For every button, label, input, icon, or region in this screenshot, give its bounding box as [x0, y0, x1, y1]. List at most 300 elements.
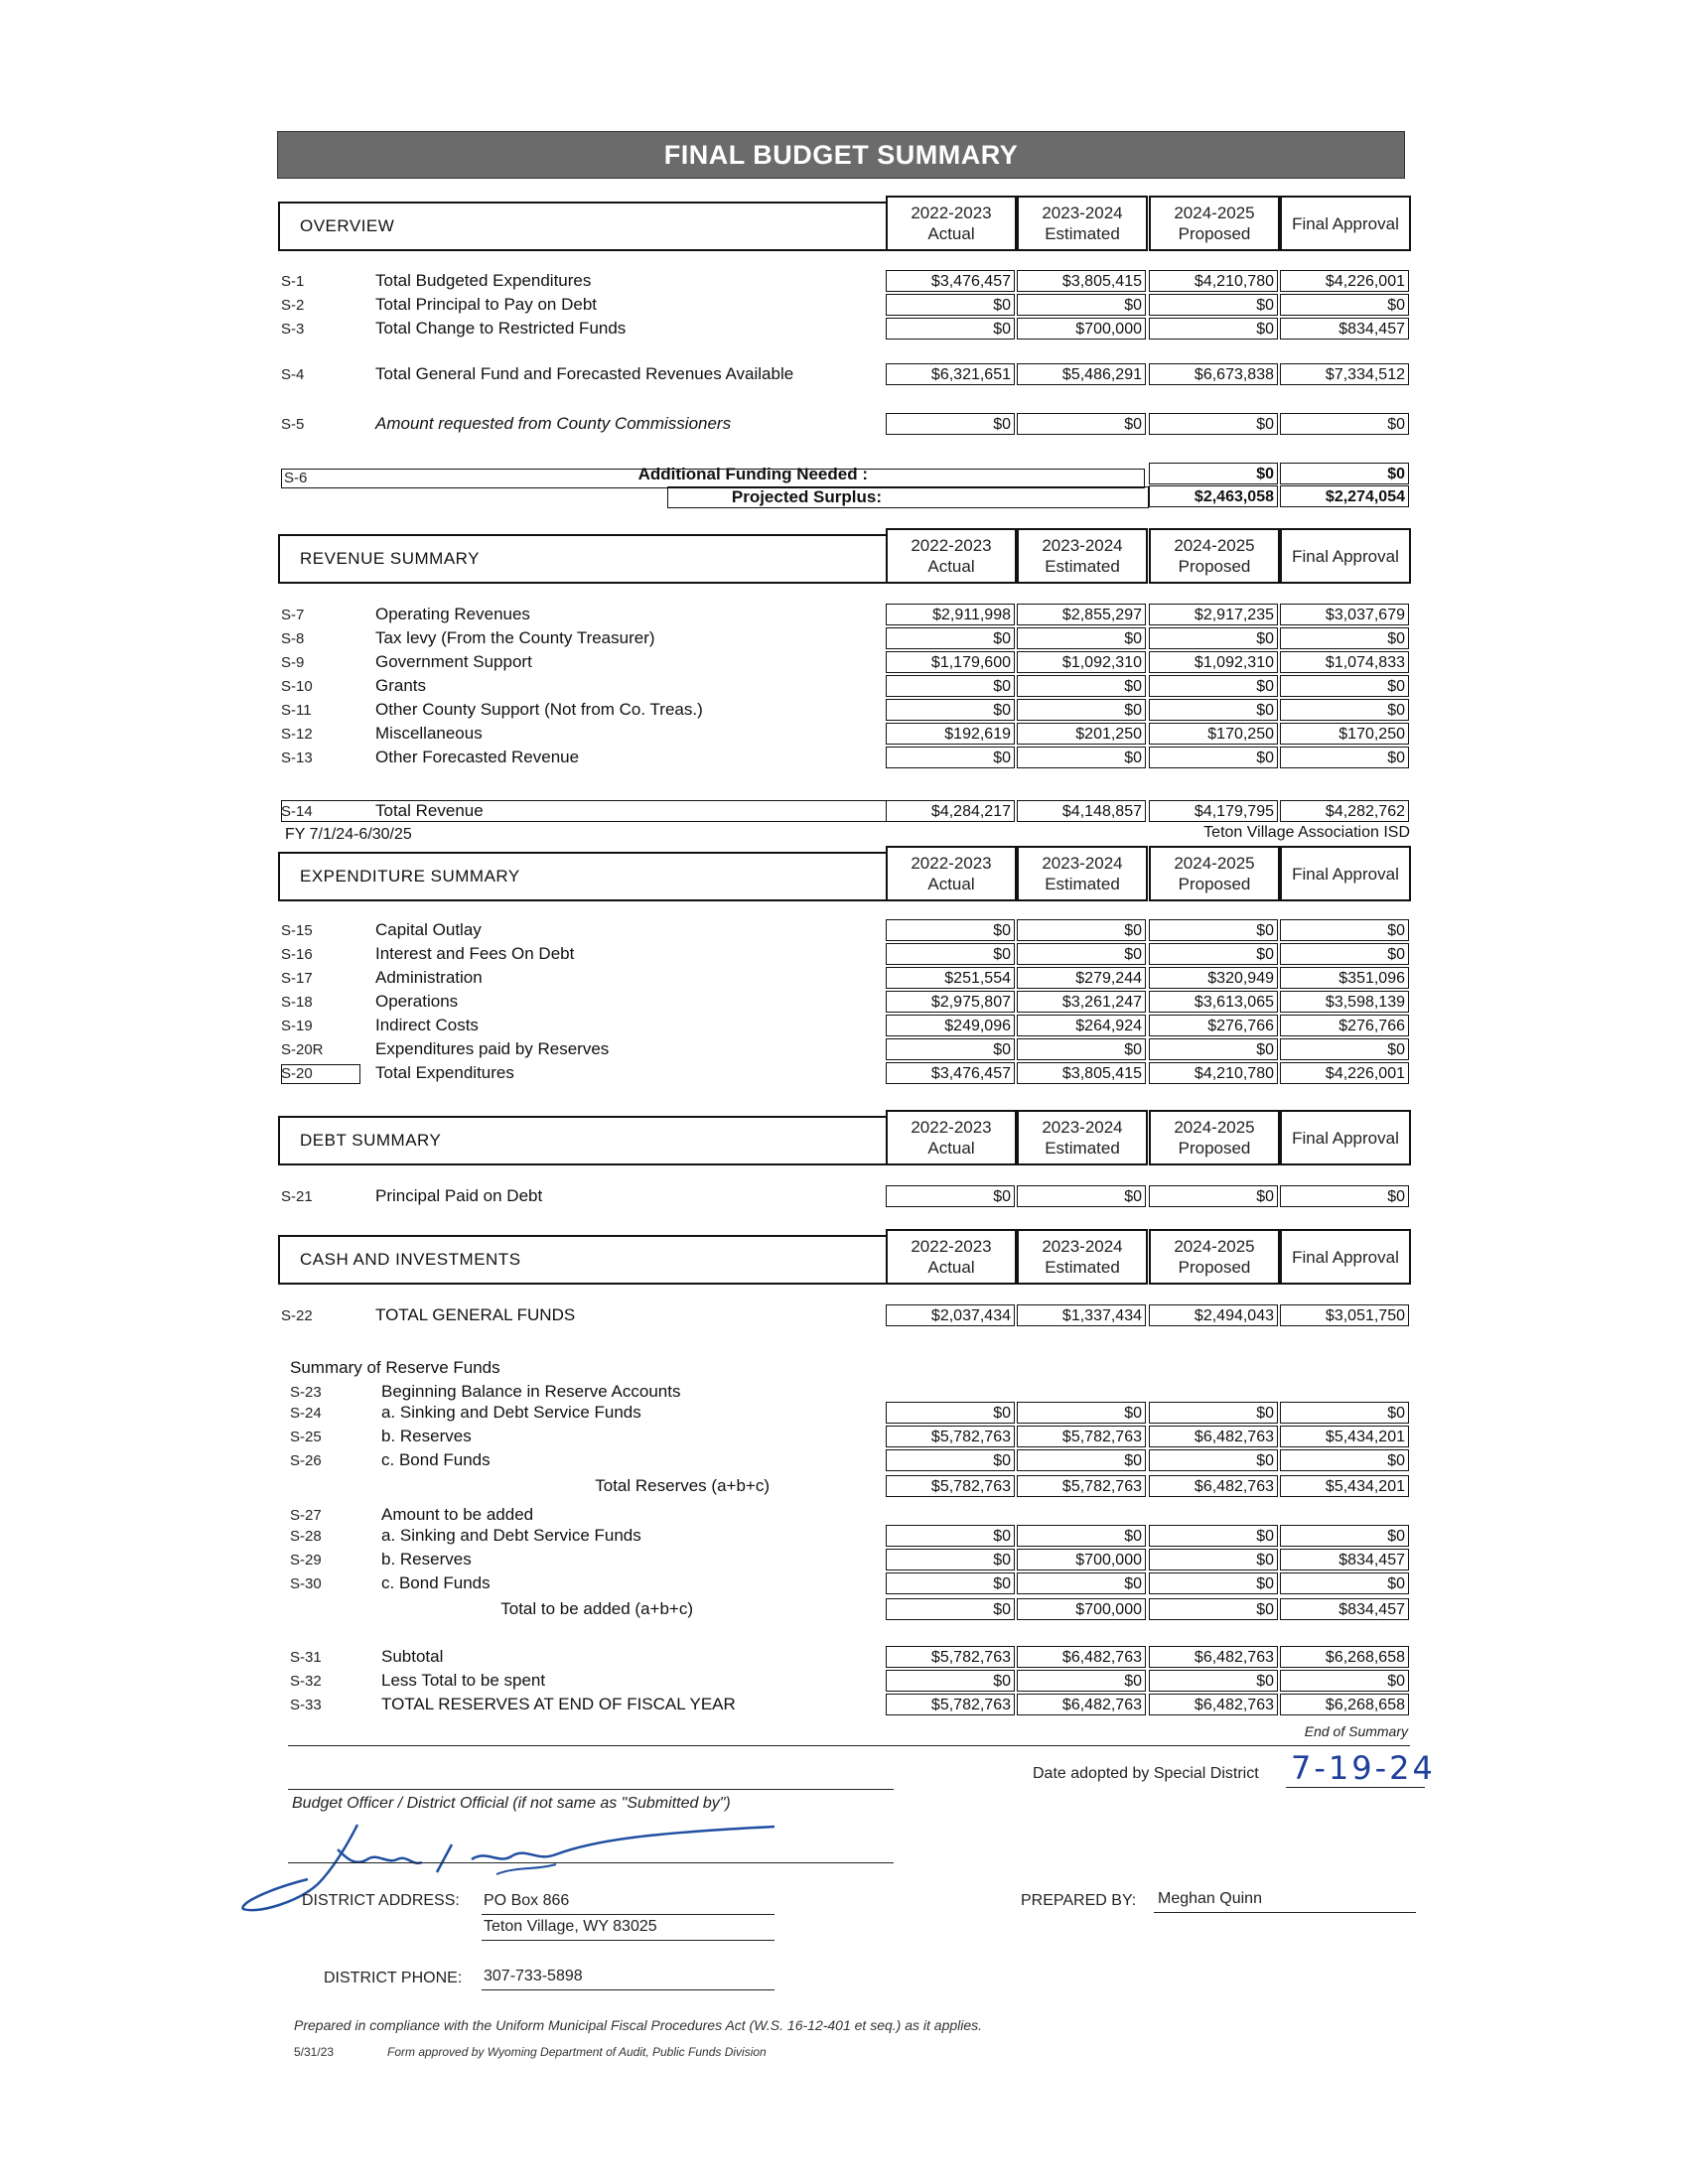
value-cell: $0 [886, 1185, 1015, 1207]
row-code: S-5 [281, 416, 305, 433]
value-cell: $0 [886, 1525, 1015, 1547]
value-cell: $0 [1280, 699, 1409, 721]
row-code: S-30 [290, 1575, 322, 1592]
value-cell: $6,673,838 [1149, 363, 1278, 385]
row-label: TOTAL RESERVES AT END OF FISCAL YEAR [381, 1695, 736, 1713]
value-cell: $2,037,434 [886, 1304, 1015, 1326]
phone-rule [482, 1989, 774, 1990]
col-header-bottom: Estimated [1045, 557, 1120, 576]
value-cell: $834,457 [1280, 318, 1409, 340]
fiscal-year: FY 7/1/24-6/30/25 [285, 826, 412, 843]
expenditure-section-col-header-0 [886, 846, 1017, 901]
value-cell: $0 [1017, 294, 1146, 316]
row-code: S-13 [281, 750, 313, 766]
row-code: S-15 [281, 922, 313, 939]
revenue-section-col-header-3 [1280, 528, 1411, 584]
value-cell: $251,554 [886, 967, 1015, 989]
cash-section-box [278, 1235, 888, 1285]
col-header-top: 2024-2025 [1174, 854, 1255, 873]
value-cell: $0 [1280, 943, 1409, 965]
row-code: S-16 [281, 946, 313, 963]
row-code: S-21 [281, 1188, 313, 1205]
address-line1: PO Box 866 [484, 1892, 570, 1909]
value-cell: $3,037,679 [1280, 604, 1409, 625]
row-label: Other County Support (Not from Co. Treas.) [375, 700, 703, 719]
debt-section-col-header-1 [1017, 1110, 1148, 1165]
col-header-top: 2023-2024 [1042, 854, 1123, 873]
value-cell: $0 [1149, 294, 1278, 316]
row-label: a. Sinking and Debt Service Funds [381, 1526, 641, 1545]
value-cell: $0 [1280, 1572, 1409, 1594]
value-cell: $0 [1017, 1402, 1146, 1424]
compliance-note: Prepared in compliance with the Uniform Municipal Fiscal Procedures Act (W.S. 16-12-401 et seq.) as it applies. [294, 2017, 983, 2033]
value-cell: $2,917,235 [1149, 604, 1278, 625]
value-cell: $0 [886, 1572, 1015, 1594]
prepared-by-rule [1154, 1912, 1416, 1913]
address-line2: Teton Village, WY 83025 [484, 1918, 657, 1935]
district-name: Teton Village Association ISD [1203, 824, 1410, 841]
row-label: Less Total to be spent [381, 1671, 546, 1690]
value-cell: $0 [1280, 294, 1409, 316]
value-cell: $0 [886, 1402, 1015, 1424]
value-cell: $6,482,763 [1017, 1694, 1146, 1715]
form-date: 5/31/23 [294, 2045, 335, 2059]
expenditure-section-col-header-3 [1280, 846, 1411, 901]
value-cell: $834,457 [1280, 1598, 1409, 1620]
value-cell: $170,250 [1149, 723, 1278, 745]
row-label: a. Sinking and Debt Service Funds [381, 1403, 641, 1422]
value-cell: $0 [886, 318, 1015, 340]
value-cell: $6,482,763 [1149, 1646, 1278, 1668]
cash-section-col-header-2 [1149, 1229, 1280, 1285]
value-cell: $6,482,763 [1017, 1646, 1146, 1668]
value-cell: $0 [1149, 1598, 1278, 1620]
value-cell: $170,250 [1280, 723, 1409, 745]
value-cell: $0 [1017, 1185, 1146, 1207]
value-cell: $249,096 [886, 1015, 1015, 1036]
value-cell: $3,613,065 [1149, 991, 1278, 1013]
value-cell: $700,000 [1017, 318, 1146, 340]
s23-label: Beginning Balance in Reserve Accounts [381, 1382, 681, 1401]
row-code: S-1 [281, 273, 305, 290]
overview-section-box [278, 202, 888, 251]
row-code: S-17 [281, 970, 313, 987]
revenue-section-col-header-0 [886, 528, 1017, 584]
value-cell: $0 [1280, 1402, 1409, 1424]
end-of-summary-rule [288, 1745, 1410, 1746]
row-code: S-12 [281, 726, 313, 743]
value-cell: $5,434,201 [1280, 1426, 1409, 1447]
value-cell: $0 [1017, 413, 1146, 435]
debt-section-col-header-3 [1280, 1110, 1411, 1165]
value-cell: $0 [886, 1670, 1015, 1692]
value-cell: $0 [1280, 1670, 1409, 1692]
row-code: S-26 [290, 1452, 322, 1469]
value-cell: $700,000 [1017, 1598, 1146, 1620]
row-label: Total Principal to Pay on Debt [375, 295, 598, 314]
row-label: Total Change to Restricted Funds [375, 319, 627, 338]
value-cell: $0 [886, 413, 1015, 435]
cash-section-col-header-1 [1017, 1229, 1148, 1285]
revenue-section-label: REVENUE SUMMARY [300, 549, 480, 568]
value-cell: $2,911,998 [886, 604, 1015, 625]
debt-section-col-header-2 [1149, 1110, 1280, 1165]
value-cell: $264,924 [1017, 1015, 1146, 1036]
value-cell: $0 [886, 1038, 1015, 1060]
value-cell: $6,482,763 [1149, 1475, 1278, 1497]
row-label: Expenditures paid by Reserves [375, 1039, 610, 1058]
row-label: Indirect Costs [375, 1016, 479, 1034]
row-label: Administration [375, 968, 483, 987]
value-cell: $0 [1280, 919, 1409, 941]
value-cell: $0 [1280, 675, 1409, 697]
projected-surplus-label: Projected Surplus: [731, 487, 882, 506]
value-cell: $3,805,415 [1017, 270, 1146, 292]
value-cell: $0 [1280, 1185, 1409, 1207]
value-cell: $0 [1149, 699, 1278, 721]
value-cell: $276,766 [1280, 1015, 1409, 1036]
row-label: Capital Outlay [375, 920, 482, 939]
row-label: Total General Fund and Forecasted Revenues Available [375, 364, 794, 383]
reserves-heading: Summary of Reserve Funds [290, 1358, 500, 1377]
value-cell: $0 [1149, 919, 1278, 941]
expenditure-section-col-header-2 [1149, 846, 1280, 901]
form-approved-note: Form approved by Wyoming Department of Audit, Public Funds Division [387, 2045, 767, 2059]
row-label: c. Bond Funds [381, 1450, 491, 1469]
value-cell: $0 [886, 675, 1015, 697]
value-cell: $0 [1280, 1525, 1409, 1547]
row-label: Total to be added (a+b+c) [500, 1599, 693, 1618]
cash-section-col-header-3 [1280, 1229, 1411, 1285]
value-cell: $0 [1149, 1038, 1278, 1060]
value-cell: $279,244 [1017, 967, 1146, 989]
col-header-bottom: Proposed [1178, 1258, 1251, 1277]
revenue-section-col-header-2 [1149, 528, 1280, 584]
end-of-summary: End of Summary [1304, 1723, 1408, 1739]
expenditure-section-label: EXPENDITURE SUMMARY [300, 867, 520, 886]
row-label: Total Revenue [375, 801, 484, 820]
value-cell: $3,261,247 [1017, 991, 1146, 1013]
value-cell: $5,782,763 [886, 1646, 1015, 1668]
col-header-bottom: Actual [927, 1139, 975, 1158]
projected-surplus-final: $2,274,054 [1280, 485, 1409, 507]
value-cell: $6,321,651 [886, 363, 1015, 385]
col-header-top: 2023-2024 [1042, 536, 1123, 555]
value-cell: $0 [1017, 747, 1146, 768]
row-label: Operating Revenues [375, 605, 530, 623]
prepared-by-label: PREPARED BY: [1021, 1892, 1137, 1909]
value-cell: $0 [1280, 413, 1409, 435]
revenue-section-col-header-1 [1017, 528, 1148, 584]
value-cell: $0 [1017, 1449, 1146, 1471]
value-cell: $276,766 [1149, 1015, 1278, 1036]
address-line2-rule [482, 1940, 774, 1941]
col-header-bottom: Estimated [1045, 1139, 1120, 1158]
signature-line [288, 1862, 894, 1863]
expenditure-section-box [278, 852, 888, 901]
row-code: S-18 [281, 994, 313, 1011]
address-label: DISTRICT ADDRESS: [302, 1892, 460, 1909]
total-revenue-box [281, 800, 887, 822]
value-cell: $1,074,833 [1280, 651, 1409, 673]
row-code: S-10 [281, 678, 313, 695]
row-code: S-20R [281, 1041, 324, 1058]
value-cell: $6,482,763 [1149, 1694, 1278, 1715]
overview-section-col-header-2 [1149, 196, 1280, 251]
value-cell: $0 [1017, 1525, 1146, 1547]
row-code: S-2 [281, 297, 305, 314]
row-label: b. Reserves [381, 1550, 472, 1569]
col-header-top: Final Approval [1292, 864, 1399, 884]
col-header-top: 2023-2024 [1042, 204, 1123, 222]
value-cell: $0 [1280, 627, 1409, 649]
value-cell: $2,975,807 [886, 991, 1015, 1013]
row-code: S-32 [290, 1673, 322, 1690]
row-label: Total Budgeted Expenditures [375, 271, 592, 290]
value-cell: $0 [1017, 699, 1146, 721]
value-cell: $0 [1149, 318, 1278, 340]
col-header-top: 2024-2025 [1174, 1237, 1255, 1256]
row-code: S-33 [290, 1697, 322, 1713]
col-header-bottom: Estimated [1045, 1258, 1120, 1277]
s6-code: S-6 [281, 469, 1145, 488]
col-header-bottom: Proposed [1178, 224, 1251, 243]
value-cell: $0 [886, 919, 1015, 941]
value-cell: $0 [1017, 919, 1146, 941]
s20-code-box [281, 1064, 360, 1084]
value-cell: $0 [1017, 675, 1146, 697]
expenditure-section-col-header-1 [1017, 846, 1148, 901]
value-cell: $0 [886, 747, 1015, 768]
value-cell: $834,457 [1280, 1549, 1409, 1570]
col-header-top: 2024-2025 [1174, 1118, 1255, 1137]
cash-section-col-header-0 [886, 1229, 1017, 1285]
value-cell: $4,284,217 [886, 800, 1015, 822]
value-cell: $0 [1149, 1402, 1278, 1424]
value-cell: $0 [886, 627, 1015, 649]
overview-section-col-header-1 [1017, 196, 1148, 251]
col-header-top: 2022-2023 [911, 854, 992, 873]
value-cell: $4,148,857 [1017, 800, 1146, 822]
value-cell: $5,434,201 [1280, 1475, 1409, 1497]
row-code: S-31 [290, 1649, 322, 1666]
value-cell: $3,805,415 [1017, 1062, 1146, 1084]
row-code: S-8 [281, 630, 305, 647]
value-cell: $201,250 [1017, 723, 1146, 745]
value-cell: $320,949 [1149, 967, 1278, 989]
row-code: S-3 [281, 321, 305, 338]
col-header-top: 2022-2023 [911, 536, 992, 555]
row-label: Tax levy (From the County Treasurer) [375, 628, 655, 647]
col-header-bottom: Actual [927, 875, 975, 893]
row-code: S-28 [290, 1528, 322, 1545]
value-cell: $2,855,297 [1017, 604, 1146, 625]
value-cell: $3,476,457 [886, 1062, 1015, 1084]
col-header-top: 2024-2025 [1174, 536, 1255, 555]
value-cell: $351,096 [1280, 967, 1409, 989]
value-cell: $0 [886, 699, 1015, 721]
value-cell: $5,486,291 [1017, 363, 1146, 385]
additional-funding-final: $0 [1280, 463, 1409, 484]
value-cell: $0 [886, 943, 1015, 965]
row-code: S-25 [290, 1429, 322, 1445]
address-line1-rule [482, 1914, 774, 1915]
row-code: S-11 [281, 702, 312, 719]
value-cell: $0 [1149, 943, 1278, 965]
row-label: c. Bond Funds [381, 1573, 491, 1592]
col-header-bottom: Proposed [1178, 1139, 1251, 1158]
overview-section-col-header-0 [886, 196, 1017, 251]
row-code: S-22 [281, 1307, 313, 1324]
value-cell: $0 [886, 1449, 1015, 1471]
cash-section-label: CASH AND INVESTMENTS [300, 1250, 521, 1269]
row-code: S-20 [281, 1065, 313, 1082]
value-cell: $5,782,763 [886, 1475, 1015, 1497]
value-cell: $0 [886, 1598, 1015, 1620]
value-cell: $6,268,658 [1280, 1646, 1409, 1668]
s27-code: S-27 [290, 1507, 322, 1524]
row-code: S-19 [281, 1018, 313, 1034]
value-cell: $1,337,434 [1017, 1304, 1146, 1326]
col-header-top: Final Approval [1292, 1247, 1399, 1267]
value-cell: $0 [1280, 1038, 1409, 1060]
value-cell: $5,782,763 [886, 1694, 1015, 1715]
date-adopted-line [1286, 1787, 1425, 1788]
value-cell: $192,619 [886, 723, 1015, 745]
row-label: Amount requested from County Commissioners [375, 414, 732, 433]
revenue-section-box [278, 534, 888, 584]
value-cell: $0 [1280, 747, 1409, 768]
value-cell: $4,210,780 [1149, 1062, 1278, 1084]
prepared-by-value: Meghan Quinn [1158, 1890, 1262, 1907]
value-cell: $0 [1149, 627, 1278, 649]
value-cell: $0 [1149, 747, 1278, 768]
value-cell: $5,782,763 [886, 1426, 1015, 1447]
value-cell: $0 [1149, 1525, 1278, 1547]
value-cell: $0 [1149, 675, 1278, 697]
col-header-top: 2022-2023 [911, 204, 992, 222]
value-cell: $3,598,139 [1280, 991, 1409, 1013]
row-code: S-29 [290, 1552, 322, 1569]
value-cell: $5,782,763 [1017, 1426, 1146, 1447]
row-label: Miscellaneous [375, 724, 483, 743]
col-header-bottom: Estimated [1045, 224, 1120, 243]
phone-value: 307-733-5898 [484, 1968, 583, 1984]
value-cell: $6,482,763 [1149, 1426, 1278, 1447]
col-header-bottom: Proposed [1178, 875, 1251, 893]
col-header-top: Final Approval [1292, 213, 1399, 233]
debt-section-box [278, 1116, 888, 1165]
row-code: S-9 [281, 654, 305, 671]
value-cell: $1,179,600 [886, 651, 1015, 673]
value-cell: $0 [1280, 1449, 1409, 1471]
phone-label: DISTRICT PHONE: [324, 1970, 463, 1986]
debt-section-label: DEBT SUMMARY [300, 1131, 442, 1150]
row-code: S-7 [281, 607, 305, 623]
value-cell: $0 [1149, 1572, 1278, 1594]
value-cell: $0 [886, 294, 1015, 316]
value-cell: $4,282,762 [1280, 800, 1409, 822]
budget-officer-label: Budget Officer / District Official (if not same as "Submitted by") [292, 1795, 731, 1812]
row-label: Principal Paid on Debt [375, 1186, 543, 1205]
col-header-bottom: Proposed [1178, 557, 1251, 576]
value-cell: $0 [1017, 1670, 1146, 1692]
value-cell: $3,051,750 [1280, 1304, 1409, 1326]
value-cell: $0 [1149, 1549, 1278, 1570]
value-cell: $0 [1017, 1572, 1146, 1594]
value-cell: $4,226,001 [1280, 1062, 1409, 1084]
value-cell: $0 [1149, 1185, 1278, 1207]
value-cell: $4,226,001 [1280, 270, 1409, 292]
value-cell: $0 [886, 1549, 1015, 1570]
row-code: S-24 [290, 1405, 322, 1422]
page-title: FINAL BUDGET SUMMARY [277, 131, 1405, 179]
row-label: Grants [375, 676, 427, 695]
value-cell: $0 [1017, 627, 1146, 649]
date-adopted-label: Date adopted by Special District [1033, 1765, 1259, 1782]
additional-funding-label: Additional Funding Needed : [637, 465, 868, 483]
col-header-top: 2023-2024 [1042, 1118, 1123, 1137]
overview-section-label: OVERVIEW [300, 216, 395, 235]
col-header-bottom: Actual [927, 224, 975, 243]
col-header-top: Final Approval [1292, 546, 1399, 566]
value-cell: $2,494,043 [1149, 1304, 1278, 1326]
row-label: TOTAL GENERAL FUNDS [375, 1305, 576, 1324]
value-cell: $0 [1017, 1038, 1146, 1060]
s23-code: S-23 [290, 1384, 322, 1401]
col-header-top: 2024-2025 [1174, 204, 1255, 222]
col-header-bottom: Actual [927, 1258, 975, 1277]
value-cell: $0 [1149, 1449, 1278, 1471]
value-cell: $1,092,310 [1017, 651, 1146, 673]
value-cell: $0 [1149, 1670, 1278, 1692]
row-label: Subtotal [381, 1647, 444, 1666]
value-cell: $0 [1017, 943, 1146, 965]
col-header-top: 2022-2023 [911, 1118, 992, 1137]
col-header-top: 2022-2023 [911, 1237, 992, 1256]
value-cell: $1,092,310 [1149, 651, 1278, 673]
col-header-top: 2023-2024 [1042, 1237, 1123, 1256]
row-label: b. Reserves [381, 1427, 472, 1445]
row-label: Interest and Fees On Debt [375, 944, 575, 963]
debt-section-col-header-0 [886, 1110, 1017, 1165]
value-cell: $0 [1149, 413, 1278, 435]
row-code: S-14 [281, 803, 313, 820]
date-adopted-value: 7-19-24 [1291, 1749, 1436, 1787]
budget-officer-line [288, 1789, 894, 1790]
row-label: Operations [375, 992, 459, 1011]
value-cell: $4,179,795 [1149, 800, 1278, 822]
projected-surplus-value: $2,463,058 [1149, 485, 1278, 507]
value-cell: $6,268,658 [1280, 1694, 1409, 1715]
additional-funding-value: $0 [1149, 463, 1278, 484]
value-cell: $5,782,763 [1017, 1475, 1146, 1497]
value-cell: $700,000 [1017, 1549, 1146, 1570]
s27-label: Amount to be added [381, 1505, 534, 1524]
row-code: S-4 [281, 366, 305, 383]
col-header-top: Final Approval [1292, 1128, 1399, 1148]
value-cell: $4,210,780 [1149, 270, 1278, 292]
row-label: Government Support [375, 652, 532, 671]
value-cell: $7,334,512 [1280, 363, 1409, 385]
col-header-bottom: Estimated [1045, 875, 1120, 893]
row-label: Other Forecasted Revenue [375, 748, 580, 766]
row-label: Total Reserves (a+b+c) [595, 1476, 770, 1495]
col-header-bottom: Actual [927, 557, 975, 576]
value-cell: $3,476,457 [886, 270, 1015, 292]
overview-section-col-header-3 [1280, 196, 1411, 251]
row-label: Total Expenditures [375, 1063, 514, 1082]
